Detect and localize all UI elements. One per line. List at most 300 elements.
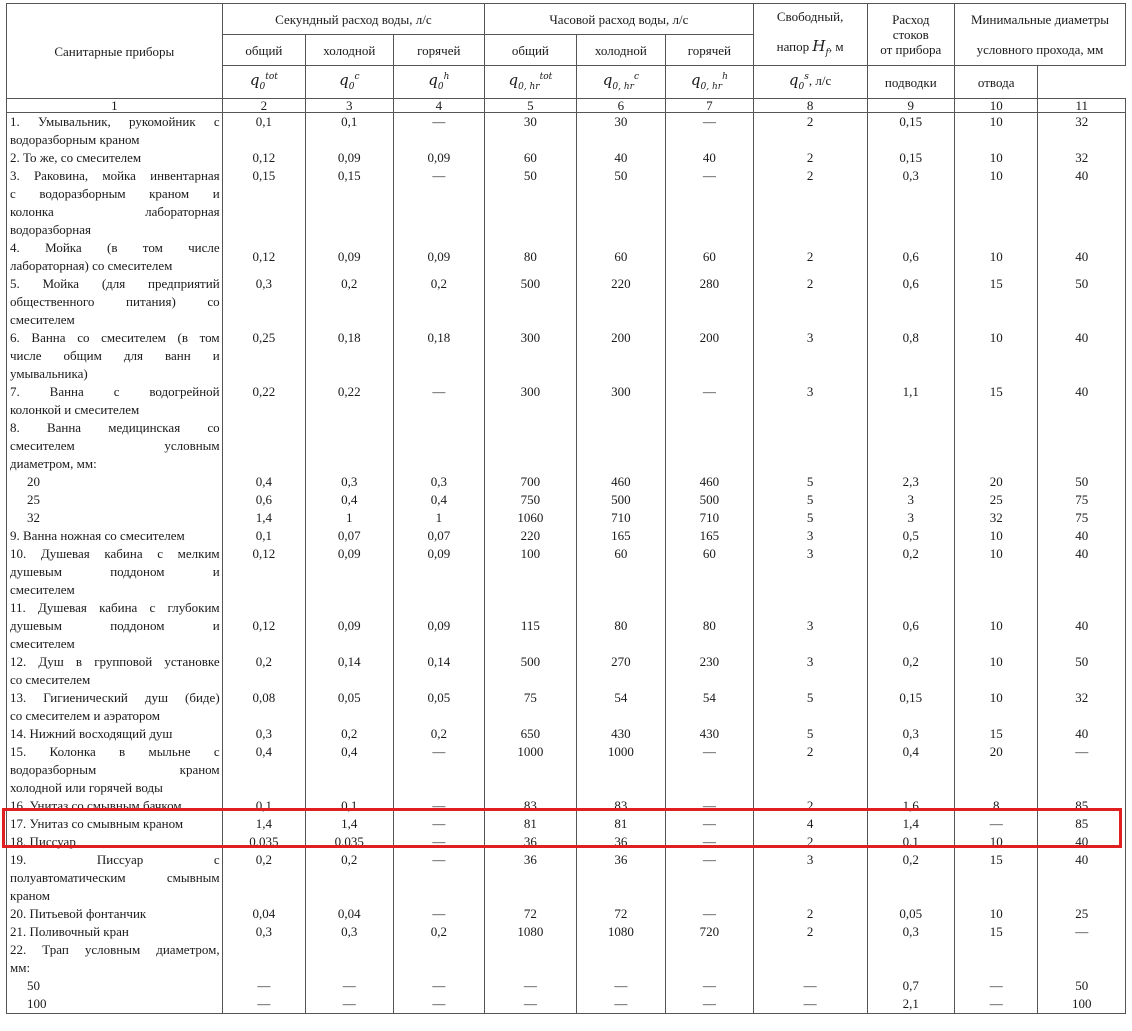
value-cell — [1038, 653, 1126, 689]
value-cell — [576, 383, 666, 419]
cell-value: 40 — [702, 150, 716, 165]
value-cell — [753, 491, 867, 509]
fixture-name — [7, 815, 223, 833]
value-cell — [753, 473, 867, 491]
cell-value: 2 — [806, 168, 814, 183]
value-cell — [393, 743, 485, 797]
value-cell — [222, 329, 305, 383]
value-cell — [753, 653, 867, 689]
fixture-name-line: 9. Ванна ножная со смесителем — [10, 528, 185, 543]
cell-value: 0,6 — [902, 276, 919, 291]
value-cell — [753, 149, 867, 167]
value-cell — [485, 599, 577, 653]
value-cell — [393, 275, 485, 329]
value-cell — [955, 653, 1038, 689]
cell-value: 300 — [520, 384, 541, 399]
value-cell — [306, 941, 393, 977]
value-cell — [485, 725, 577, 743]
value-cell — [485, 905, 577, 923]
value-cell — [222, 833, 305, 851]
cell-value: — — [989, 978, 1003, 993]
value-cell — [666, 167, 753, 239]
cell-value: 54 — [702, 690, 716, 705]
value-cell — [485, 743, 577, 797]
value-cell — [222, 977, 305, 995]
value-cell — [867, 383, 954, 419]
cell-value: 2 — [806, 276, 814, 291]
value-cell — [485, 149, 577, 167]
value-cell — [753, 725, 867, 743]
table-row — [7, 113, 1126, 150]
fixture-name-line: 5. Мойка (для предприятий — [10, 276, 220, 291]
cell-value: 10 — [989, 618, 1003, 633]
cell-value: 1,4 — [902, 816, 919, 831]
fixture-name — [7, 275, 223, 329]
cell-value: 0,5 — [902, 528, 919, 543]
cell-value: 40 — [1075, 546, 1089, 561]
cell-value: 1000 — [517, 744, 544, 759]
value-cell — [306, 509, 393, 527]
table-row — [7, 815, 1126, 833]
table-row — [7, 851, 1126, 905]
cell-value: 0,3 — [341, 924, 358, 939]
value-cell — [867, 977, 954, 995]
cell-value: 0,4 — [341, 492, 358, 507]
header-sanitary: Санитарные приборы — [7, 4, 223, 99]
value-cell — [485, 797, 577, 815]
value-cell — [955, 905, 1038, 923]
fixture-name-line: 1. Умывальник, рукомойник с — [10, 114, 220, 129]
cell-value: 0,15 — [252, 168, 276, 183]
value-cell — [867, 149, 954, 167]
fixture-name — [7, 995, 223, 1014]
cell-value: — — [702, 996, 716, 1011]
cell-value: — — [702, 834, 716, 849]
fixture-name — [7, 833, 223, 851]
cell-value: 40 — [1075, 168, 1089, 183]
cell-value: 0,2 — [902, 546, 919, 561]
cell-value: 85 — [1075, 816, 1089, 831]
value-cell — [222, 995, 305, 1014]
value-cell — [867, 275, 954, 329]
value-cell — [576, 149, 666, 167]
fixture-name-line: 13. Гигиенический душ (биде) — [10, 690, 220, 705]
value-cell — [955, 797, 1038, 815]
cell-value: 10 — [989, 690, 1003, 705]
value-cell — [306, 653, 393, 689]
cell-value: 0,2 — [341, 852, 358, 867]
value-cell — [666, 599, 753, 653]
value-cell — [666, 905, 753, 923]
fixture-name-line: 15. Колонка в мыльне с — [10, 744, 220, 759]
value-cell — [222, 383, 305, 419]
cell-value: 1 — [435, 510, 443, 525]
fixture-name — [7, 689, 223, 725]
cell-value: 80 — [614, 618, 628, 633]
cell-value: 1080 — [517, 924, 544, 939]
value-cell — [753, 743, 867, 797]
value-cell — [867, 545, 954, 599]
fixture-name-line: 20. Питьевой фонтанчик — [10, 906, 147, 921]
cell-value: 2 — [806, 906, 814, 921]
value-cell — [1038, 923, 1126, 941]
cell-value: 50 — [1075, 978, 1089, 993]
table-row — [7, 923, 1126, 941]
cell-value: 0,18 — [337, 330, 361, 345]
fixture-name — [7, 977, 223, 995]
value-cell — [1038, 329, 1126, 383]
value-cell — [222, 239, 305, 275]
cell-value: 25 — [1075, 906, 1089, 921]
value-cell — [576, 275, 666, 329]
fixture-name-line: водоразборная — [10, 222, 92, 237]
fixture-name-line: краном — [10, 888, 51, 903]
cell-value: 0,09 — [427, 618, 451, 633]
fixture-name-line: числе общим для ванн и — [10, 348, 220, 363]
value-cell — [485, 419, 577, 473]
value-cell — [955, 833, 1038, 851]
value-cell — [576, 653, 666, 689]
value-cell — [306, 797, 393, 815]
value-cell — [1038, 743, 1126, 797]
fixture-name — [7, 545, 223, 599]
cell-value: 10 — [989, 546, 1003, 561]
value-cell — [1038, 797, 1126, 815]
table-row — [7, 833, 1126, 851]
value-cell — [867, 815, 954, 833]
cell-value: 0,4 — [902, 744, 919, 759]
cell-value: 650 — [520, 726, 541, 741]
value-cell — [306, 725, 393, 743]
table-row — [7, 527, 1126, 545]
value-cell — [393, 653, 485, 689]
cell-value: 0,12 — [252, 150, 276, 165]
value-cell — [393, 545, 485, 599]
cell-value: 220 — [520, 528, 541, 543]
value-cell — [1038, 599, 1126, 653]
value-cell — [955, 239, 1038, 275]
table-row — [7, 239, 1126, 275]
cell-value: 20 — [989, 474, 1003, 489]
cell-value: 700 — [520, 474, 541, 489]
value-cell — [666, 149, 753, 167]
fixture-name-line: 16. Унитаз со смывным бачком — [10, 798, 182, 813]
cell-value: 0,3 — [902, 168, 919, 183]
table-row — [7, 149, 1126, 167]
cell-value: 0,1 — [341, 798, 358, 813]
fixture-name-line: 18. Писсуар — [10, 834, 76, 849]
cell-value: 20 — [989, 744, 1003, 759]
value-cell — [666, 815, 753, 833]
cell-value: 0,035 — [334, 834, 364, 849]
cell-value: 0,6 — [255, 492, 272, 507]
fixture-name — [7, 419, 223, 473]
value-cell — [306, 923, 393, 941]
value-cell — [666, 743, 753, 797]
value-cell — [1038, 905, 1126, 923]
value-cell — [753, 797, 867, 815]
cell-value: — — [614, 978, 628, 993]
value-cell — [393, 995, 485, 1014]
value-cell — [1038, 113, 1126, 150]
cell-value: 1000 — [607, 744, 634, 759]
table-row — [7, 725, 1126, 743]
fixture-name-line: 12. Душ в групповой установке — [10, 654, 220, 669]
header-supply: подводки — [867, 66, 954, 99]
fixture-name-line: душевым поддоном и — [10, 618, 220, 633]
value-cell — [576, 941, 666, 977]
value-cell — [485, 509, 577, 527]
cell-value: — — [1075, 924, 1089, 939]
cell-value: 1060 — [517, 510, 544, 525]
cell-value: — — [432, 168, 446, 183]
header-total-sec: общий — [222, 35, 305, 66]
value-cell — [222, 473, 305, 491]
fixture-name-line: 2. То же, со смесителем — [10, 150, 142, 165]
value-cell — [867, 905, 954, 923]
cell-value: 75 — [1075, 510, 1089, 525]
value-cell — [222, 509, 305, 527]
cell-value: 710 — [699, 510, 720, 525]
value-cell — [955, 599, 1038, 653]
symbol-q-h: $q_0^h$ — [393, 66, 485, 99]
cell-value: 460 — [699, 474, 720, 489]
cell-value: 83 — [523, 798, 537, 813]
cell-value: 10 — [989, 150, 1003, 165]
fixture-name-line: водоразборным краном — [10, 132, 140, 147]
fixture-name-line: 7. Ванна с водогрейной — [10, 384, 220, 399]
cell-value: 0,25 — [252, 330, 276, 345]
cell-value: 300 — [611, 384, 631, 399]
value-cell — [666, 473, 753, 491]
value-cell — [753, 167, 867, 239]
header-hot-sec: горячей — [393, 35, 485, 66]
value-cell — [867, 239, 954, 275]
cell-value: 0,09 — [337, 249, 361, 264]
value-cell — [393, 419, 485, 473]
fixture-name — [7, 329, 223, 383]
value-cell — [306, 833, 393, 851]
cell-value: 10 — [989, 114, 1003, 129]
cell-value: 0,3 — [255, 924, 272, 939]
cell-value: 3 — [806, 384, 814, 399]
value-cell — [485, 527, 577, 545]
cell-value: 2 — [806, 924, 814, 939]
value-cell — [1038, 419, 1126, 473]
value-cell — [666, 689, 753, 725]
cell-value: 0,09 — [427, 150, 451, 165]
fixture-name-line: водоразборным краном — [10, 762, 220, 777]
cell-value: 2,3 — [902, 474, 919, 489]
cell-value: 220 — [611, 276, 631, 291]
value-cell — [485, 653, 577, 689]
cell-value: 0,3 — [255, 726, 272, 741]
cell-value: 720 — [699, 924, 720, 939]
value-cell — [753, 419, 867, 473]
value-cell — [393, 383, 485, 419]
value-cell — [576, 923, 666, 941]
value-cell — [306, 383, 393, 419]
header-min-diam: Минимальные диаметры условного прохода, мм — [955, 4, 1126, 66]
header-outlet: отвода — [955, 66, 1038, 99]
cell-value: 50 — [614, 168, 628, 183]
cell-value: — — [257, 978, 271, 993]
fixture-name — [7, 851, 223, 905]
value-cell — [576, 797, 666, 815]
value-cell — [666, 923, 753, 941]
cell-value: 0,2 — [902, 852, 919, 867]
value-cell — [485, 113, 577, 150]
value-cell — [576, 491, 666, 509]
value-cell — [306, 329, 393, 383]
cell-value: 60 — [702, 249, 716, 264]
cell-value: 2 — [806, 150, 814, 165]
cell-value: 60 — [523, 150, 537, 165]
value-cell — [666, 941, 753, 977]
table-row — [7, 545, 1126, 599]
value-cell — [393, 923, 485, 941]
value-cell — [576, 329, 666, 383]
cell-value: 5 — [806, 690, 814, 705]
value-cell — [867, 527, 954, 545]
value-cell — [867, 509, 954, 527]
table-row — [7, 419, 1126, 473]
cell-value: 1,6 — [902, 798, 919, 813]
cell-value: — — [702, 852, 716, 867]
fixture-name — [7, 113, 223, 150]
value-cell — [393, 833, 485, 851]
value-cell — [867, 599, 954, 653]
cell-value: 0,2 — [902, 654, 919, 669]
value-cell — [1038, 851, 1126, 905]
header-hour-flow: Часовой расход воды, л/с — [485, 4, 754, 35]
cell-value: 32 — [1075, 690, 1089, 705]
value-cell — [222, 149, 305, 167]
cell-value: 165 — [699, 528, 720, 543]
value-cell — [666, 833, 753, 851]
cell-value: 0,2 — [255, 852, 272, 867]
cell-value: 1,4 — [341, 816, 358, 831]
cell-value: 3 — [806, 852, 814, 867]
value-cell — [222, 113, 305, 150]
column-number: 7 — [666, 99, 753, 113]
value-cell — [666, 239, 753, 275]
cell-value: 30 — [523, 114, 537, 129]
fixture-name — [7, 239, 223, 275]
cell-value: 3 — [806, 330, 814, 345]
value-cell — [576, 995, 666, 1014]
value-cell — [306, 743, 393, 797]
value-cell — [955, 743, 1038, 797]
cell-value: — — [702, 114, 716, 129]
fixture-name-line: смесителем — [10, 312, 75, 327]
cell-value: 32 — [1075, 114, 1089, 129]
column-number: 4 — [393, 99, 485, 113]
value-cell — [222, 941, 305, 977]
value-cell — [666, 653, 753, 689]
value-cell — [955, 815, 1038, 833]
value-cell — [306, 491, 393, 509]
fixture-name — [7, 743, 223, 797]
cell-value: 40 — [1075, 528, 1089, 543]
cell-value: 10 — [989, 330, 1003, 345]
value-cell — [666, 491, 753, 509]
fixture-name — [7, 905, 223, 923]
value-cell — [1038, 473, 1126, 491]
cell-value: 40 — [1075, 726, 1089, 741]
cell-value: 36 — [523, 852, 537, 867]
cell-value: 0,4 — [255, 474, 272, 489]
value-cell — [753, 509, 867, 527]
cell-value: 430 — [699, 726, 720, 741]
value-cell — [393, 329, 485, 383]
value-cell — [393, 473, 485, 491]
cell-value: 2 — [806, 834, 814, 849]
cell-value: 60 — [702, 546, 716, 561]
table-row — [7, 383, 1126, 419]
value-cell — [955, 725, 1038, 743]
value-cell — [485, 167, 577, 239]
column-number-row — [7, 99, 1126, 113]
cell-value: 0,04 — [337, 906, 361, 921]
value-cell — [666, 797, 753, 815]
fixture-name-line: 21. Поливочный кран — [10, 924, 129, 939]
cell-value: 0,2 — [255, 654, 272, 669]
fixture-name-line: колонкой и смесителем — [10, 402, 140, 417]
cell-value: 54 — [614, 690, 628, 705]
cell-value: 500 — [520, 276, 541, 291]
header-second-flow: Секундный расход воды, л/с — [222, 4, 484, 35]
value-cell — [955, 995, 1038, 1014]
fixture-name — [7, 473, 223, 491]
cell-value: 15 — [989, 384, 1003, 399]
column-number: 9 — [867, 99, 954, 113]
cell-value: 32 — [1075, 150, 1089, 165]
fixture-name-line: душевым поддоном и — [10, 564, 220, 579]
fixture-name-line: лабораторная) со смесителем — [10, 258, 173, 273]
table-row — [7, 995, 1126, 1014]
cell-value: 1,4 — [255, 510, 272, 525]
value-cell — [306, 167, 393, 239]
value-cell — [222, 851, 305, 905]
value-cell — [576, 239, 666, 275]
cell-value: 710 — [611, 510, 631, 525]
cell-value: 500 — [520, 654, 541, 669]
cell-value: 0,09 — [337, 150, 361, 165]
value-cell — [1038, 833, 1126, 851]
value-cell — [753, 923, 867, 941]
cell-value: 25 — [989, 492, 1003, 507]
cell-value: 15 — [989, 852, 1003, 867]
value-cell — [485, 833, 577, 851]
cell-value: 40 — [1075, 834, 1089, 849]
cell-value: 500 — [699, 492, 720, 507]
value-cell — [1038, 383, 1126, 419]
cell-value: 500 — [611, 492, 631, 507]
fixture-name — [7, 797, 223, 815]
fixture-name — [7, 923, 223, 941]
value-cell — [222, 275, 305, 329]
value-cell — [955, 851, 1038, 905]
cell-value: — — [702, 906, 716, 921]
cell-value: 0,12 — [252, 618, 276, 633]
cell-value: 5 — [806, 510, 814, 525]
cell-value: — — [342, 978, 356, 993]
value-cell — [955, 167, 1038, 239]
value-cell — [222, 743, 305, 797]
value-cell — [955, 941, 1038, 977]
cell-value: 3 — [806, 654, 814, 669]
